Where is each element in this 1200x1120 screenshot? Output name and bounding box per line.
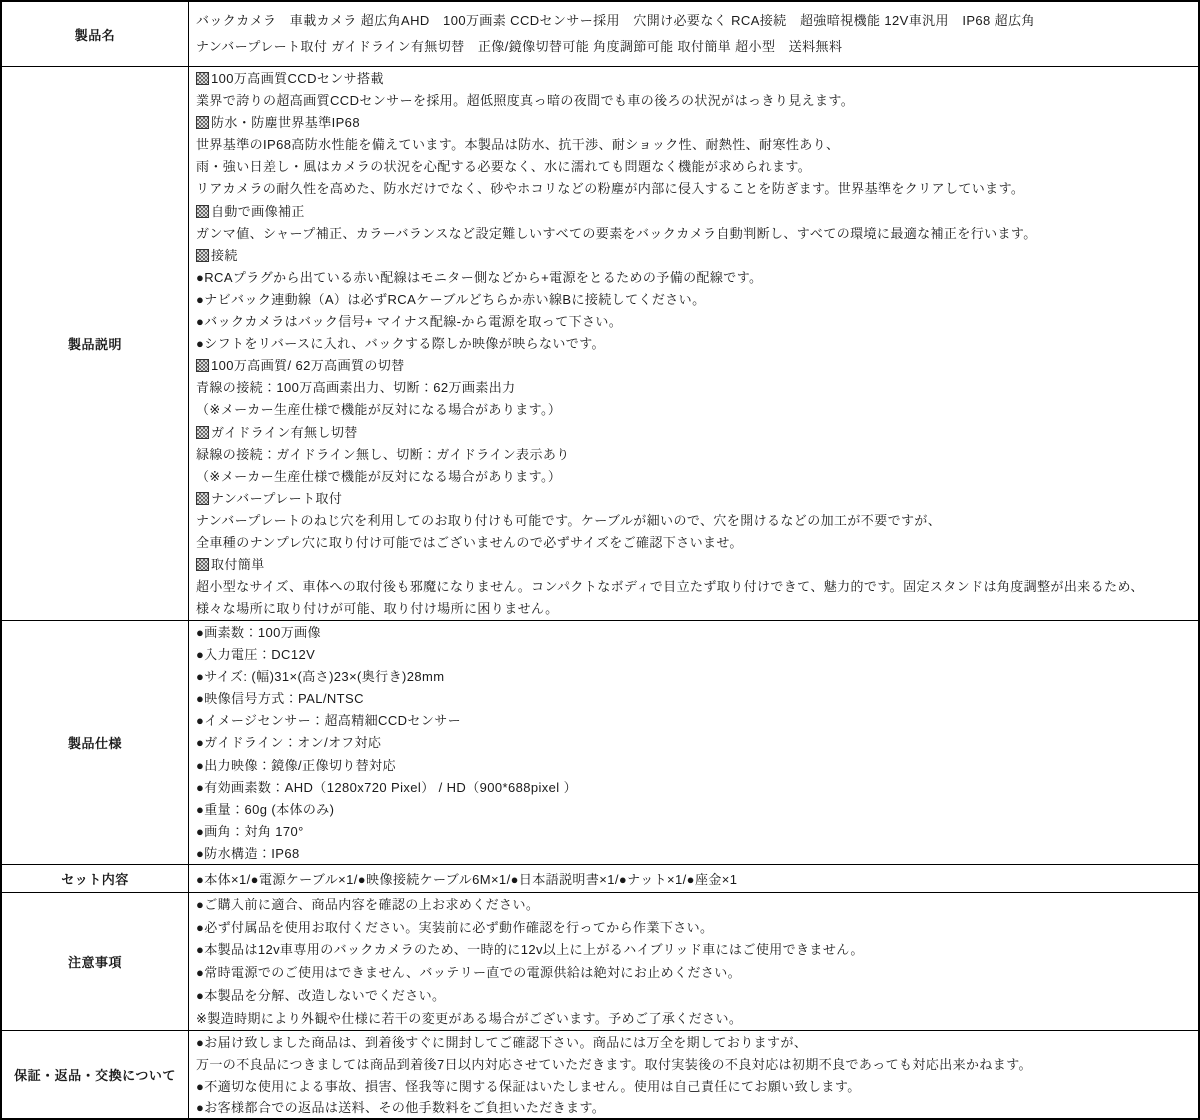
text-line: [196, 8, 1190, 34]
line-text: （※メーカー生産仕様で機能が反対になる場合があります。）: [196, 468, 562, 484]
text-line: [196, 644, 1190, 666]
line-text: ●ナビバック連動線（A）は必ずRCAケーブルどちらか赤い線Bに接続してください。: [196, 291, 706, 307]
line-text: ●重量：60g (本体のみ): [196, 801, 335, 817]
shaded-square-icon: [196, 359, 209, 372]
row-label-product-specs: 製品仕様: [2, 621, 189, 864]
text-line: [196, 554, 1190, 576]
line-text: ナンバープレート取付: [211, 490, 343, 506]
line-text: 世界基準のIP68高防水性能を備えています。本製品は防水、抗干渉、耐ショック性、耐熱性、耐寒性あり、: [196, 137, 840, 153]
row-content-precautions: [189, 893, 1198, 1030]
line-text: ●不適切な使用による事故、損害、怪我等に関する保証はいたしません。使用は自己責任にてお願い致します。: [196, 1078, 861, 1094]
text-line: [196, 843, 1190, 864]
shaded-square-icon: [196, 558, 209, 571]
shaded-square-icon: [196, 426, 209, 439]
text-line: [196, 821, 1190, 843]
table-row-warranty: [2, 1030, 1198, 1118]
text-line: [196, 444, 1190, 466]
line-text: 100万高画質CCDセンサ搭載: [211, 71, 384, 86]
text-line: [196, 399, 1190, 421]
line-text: ●本製品を分解、改造しないでください。: [196, 987, 446, 1003]
text-line: [196, 755, 1190, 777]
text-line: [196, 869, 737, 888]
text-line: [196, 488, 1190, 510]
line-text: ●ご購入前に適合、商品内容を確認の上お求めください。: [196, 897, 540, 912]
text-line: [196, 245, 1190, 267]
line-text: 全車種のナンプレ穴に取り付け可能ではございませんので必ずサイズをご確認下さいませ。: [196, 534, 743, 550]
line-text: （※メーカー生産仕様で機能が反対になる場合があります。）: [196, 402, 562, 418]
row-label-precautions: 注意事項: [2, 893, 189, 1030]
table-row-product-name: [2, 2, 1198, 66]
text-line: [196, 1076, 1190, 1098]
line-text: ガイドライン有無し切替: [211, 424, 358, 440]
table-row-set-contents: [2, 864, 1198, 892]
line-text: 防水・防塵世界基準IP68: [211, 115, 360, 131]
table-row-product-description: [2, 66, 1198, 620]
line-text: 接続: [211, 247, 238, 263]
line-text: リアカメラの耐久性を高めた、防水だけでなく、砂やホコリなどの粉塵が内部に侵入することを防ぎます。世界基準をクリアしています。: [196, 181, 1025, 197]
line-text: 緑線の接続：ガイドライン無し、切断：ガイドライン表示あり: [196, 446, 570, 462]
text-line: [196, 985, 1190, 1008]
line-text: ガンマ値、シャープ補正、カラーバランスなど設定難しいすべての要素をバックカメラ自動判断し、すべての環境に最適な補正を行います。: [196, 225, 1037, 241]
row-content-set-contents: [189, 865, 1198, 892]
text-line: [196, 355, 1190, 377]
row-content-product-description: [189, 67, 1198, 620]
line-text: ●本製品は12v車専用のバックカメラのため、一時的に12v以上に上がるハイブリッド車にはご使用できません。: [196, 942, 864, 958]
text-line: [196, 1054, 1190, 1076]
line-text: ●イメージセンサー：超高精細CCDセンサー: [196, 713, 462, 729]
text-line: [196, 777, 1190, 799]
line-text: ●常時電源でのご使用はできません、バッテリー直での電源供給は絶対にお止めください。: [196, 965, 742, 981]
row-label-product-description: 製品説明: [2, 67, 189, 620]
text-line: [196, 134, 1190, 156]
line-text: ●お届け致しました商品は、到着後すぐに開封してご確認下さい。商品には万全を期しておりますが、: [196, 1035, 808, 1050]
row-content-product-specs: [189, 621, 1198, 864]
text-line: [196, 156, 1190, 178]
text-line: [196, 666, 1190, 688]
table-row-product-specs: [2, 620, 1198, 864]
text-line: [196, 1097, 1190, 1118]
line-text: 業界で誇りの超高画質CCDセンサーを採用。超低照度真っ暗の夜間でも車の後ろの状況がはっきり見えます。: [196, 93, 855, 109]
line-text: 様々な場所に取り付けが可能、取り付け場所に困りません。: [196, 601, 559, 617]
line-text: 自動で画像補正: [211, 203, 305, 219]
row-content-warranty: [189, 1031, 1198, 1118]
line-text: ●画角：対角 170°: [196, 823, 304, 839]
text-line: [196, 917, 1190, 940]
line-text: ●バックカメラはバック信号+ マイナス配線-から電源を取って下さい。: [196, 314, 623, 330]
text-line: [196, 732, 1190, 754]
text-line: [196, 799, 1190, 821]
text-line: [196, 201, 1190, 223]
line-text: ●防水構造：IP68: [196, 845, 300, 861]
text-line: [196, 1008, 1190, 1030]
line-text: 万一の不良品につきましては商品到着後7日以内対応させていただきます。取付実装後の不良対応は初期不良であっても対応出来かねます。: [196, 1056, 1032, 1072]
shaded-square-icon: [196, 492, 209, 505]
line-text: ●シフトをリバースに入れ、バックする際しか映像が映らないです。: [196, 336, 605, 352]
line-text: ナンバープレート取付 ガイドライン有無切替 正像/鏡像切替可能 角度調節可能 取付簡単 超小型 送料無料: [196, 39, 843, 54]
text-line: [196, 532, 1190, 554]
text-line: [196, 178, 1190, 200]
shaded-square-icon: [196, 249, 209, 262]
table-row-precautions: [2, 892, 1198, 1030]
text-line: [196, 422, 1190, 444]
line-text: 雨・強い日差し・風はカメラの状況を心配する必要なく、水に濡れても問題なく機能が求められます。: [196, 159, 812, 175]
shaded-square-icon: [196, 205, 209, 218]
text-line: [196, 289, 1190, 311]
text-line: [196, 622, 1190, 644]
line-text: ●有効画素数：AHD（1280x720 Pixel） / HD（900*688pixel ）: [196, 779, 577, 795]
line-text: 超小型なサイズ、車体への取付後も邪魔になりません。コンパクトなボディで目立たず取り付けできて、魅力的です。固定スタンドは角度調整が出来るため、: [196, 579, 1144, 595]
text-line: [196, 333, 1190, 355]
text-line: [196, 1032, 1190, 1054]
line-text: ●映像信号方式：PAL/NTSC: [196, 691, 364, 707]
line-text: 100万高画質/ 62万高画質の切替: [211, 358, 405, 374]
text-line: [196, 311, 1190, 333]
line-text: ナンバープレートのねじ穴を利用してのお取り付けも可能です。ケーブルが細いので、穴を開けるなどの加工が不要ですが、: [196, 512, 942, 528]
text-line: [196, 939, 1190, 962]
row-label-set-contents: セット内容: [2, 865, 189, 892]
line-text: ※製造時期により外観や仕様に若干の変更がある場合がございます。予めご了承ください。: [196, 1010, 743, 1026]
line-text: ●ガイドライン：オン/オフ対応: [196, 735, 382, 751]
text-line: [196, 223, 1190, 245]
line-text: 青線の接続：100万高画素出力、切断：62万画素出力: [196, 380, 516, 396]
text-line: [196, 962, 1190, 985]
text-line: [196, 894, 1190, 917]
text-line: [196, 510, 1190, 532]
text-line: [196, 466, 1190, 488]
shaded-square-icon: [196, 72, 209, 85]
line-text: ●画素数：100万画像: [196, 625, 321, 640]
row-label-product-name: 製品名: [2, 2, 189, 66]
row-content-product-name: [189, 2, 1198, 66]
text-line: [196, 90, 1190, 112]
text-line: [196, 267, 1190, 289]
line-text: ●入力電圧：DC12V: [196, 647, 316, 663]
text-line: [196, 34, 1190, 60]
text-line: [196, 710, 1190, 732]
line-text: ●RCAプラグから出ている赤い配線はモニター側などから+電源をとるための予備の配線です。: [196, 269, 763, 285]
text-line: [196, 688, 1190, 710]
shaded-square-icon: [196, 116, 209, 129]
text-line: [196, 598, 1190, 620]
text-line: [196, 576, 1190, 598]
line-text: ●出力映像：鏡像/正像切り替対応: [196, 757, 396, 773]
text-line: [196, 112, 1190, 134]
row-label-warranty: 保証・返品・交換について: [2, 1031, 189, 1118]
line-text: バックカメラ 車載カメラ 超広角AHD 100万画素 CCDセンサー採用 穴開け必要なく RCA接続 超強暗視機能 12V車汎用 IP68 超広角: [196, 13, 1035, 28]
line-text: ●サイズ: (幅)31×(高さ)23×(奥行き)28mm: [196, 669, 445, 685]
line-text: ●本体×1/●電源ケーブル×1/●映像接続ケーブル6M×1/●日本語説明書×1/●ナット×1/●座金×1: [196, 872, 738, 887]
line-text: ●必ず付属品を使用お取付ください。実装前に必ず動作確認を行ってから作業下さい。: [196, 919, 714, 935]
text-line: [196, 68, 1190, 90]
text-line: [196, 377, 1190, 399]
line-text: 取付簡単: [211, 557, 265, 573]
line-text: ●お客様都合での返品は送料、その他手数料をご負担いただきます。: [196, 1100, 606, 1116]
